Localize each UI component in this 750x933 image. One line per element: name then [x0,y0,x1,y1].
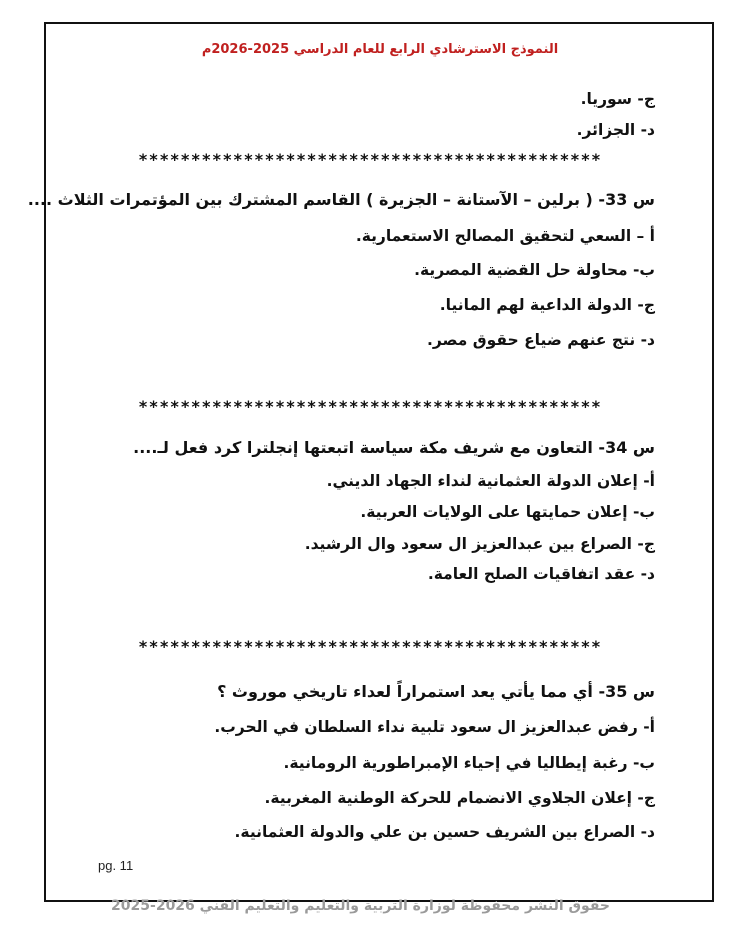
q33-option-c: ج- الدولة الداعية لهم المانيا. [439,296,655,314]
option-d-prev: د- الجزائر. [576,121,655,139]
q33-option-d: د- نتج عنهم ضياع حقوق مصر. [426,331,655,349]
q33-option-b: ب- محاولة حل القضية المصرية. [414,261,655,279]
q35-option-c: ج- إعلان الجلاوي الانضمام للحركة الوطنية المغربية. [264,789,655,807]
q35-option-b: ب- رغبة إيطاليا في إحياء الإمبراطورية الرومانية. [283,754,655,772]
q34-option-c: ج- الصراع بين عبدالعزيز ال سعود وال الرشيد. [304,535,655,553]
question-33: س 33- ( برلين – الآستانة – الجزيرة ) القاسم المشترك بين المؤتمرات الثلاث .... [27,190,655,209]
footer-copyright: حقوق النشر محفوظة لوزارة التربية والتعليم والتعليم الفني 2026-2025 [111,898,610,914]
separator: ******************************************** [138,637,602,656]
q34-option-d: د- عقد اتفاقيات الصلح العامة. [427,565,655,583]
separator: ******************************************** [138,150,602,169]
header-title: النموذج الاسترشادي الرابع للعام الدراسي 2025-2026م [201,42,559,57]
q33-option-a: أ – السعي لتحقيق المصالح الاستعمارية. [355,227,655,245]
question-34: س 34- التعاون مع شريف مكة سياسة اتبعتها إنجلترا كرد فعل لـ.... [133,438,655,457]
q34-option-b: ب- إعلان حمايتها على الولايات العربية. [360,503,655,521]
separator: ******************************************** [138,397,602,416]
q34-option-a: أ- إعلان الدولة العثمانية لنداء الجهاد الديني. [326,472,655,490]
q35-option-d: د- الصراع بين الشريف حسين بن علي والدولة العثمانية. [234,823,655,841]
option-c-prev: ج- سوريا. [580,90,655,108]
q35-option-a: أ- رفض عبدالعزيز ال سعود تلبية نداء السلطان في الحرب. [214,718,655,736]
page-number: pg. 11 [98,858,134,873]
question-35: س 35- أي مما يأتي يعد استمراراً لعداء تاريخي موروث ؟ [217,682,655,701]
